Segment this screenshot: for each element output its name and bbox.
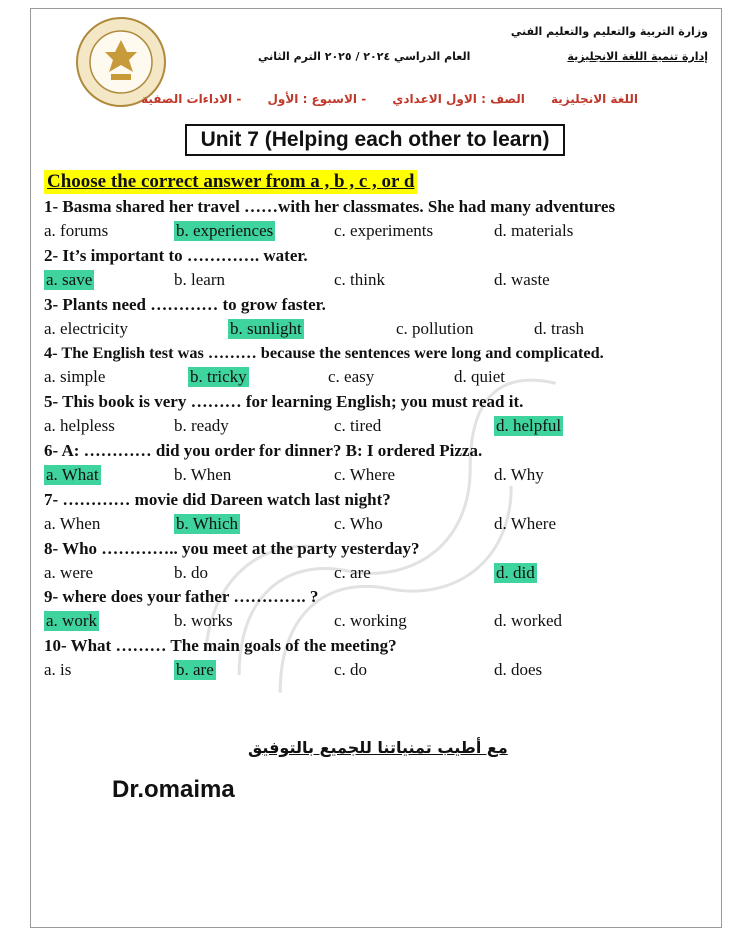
question-4-text: 4- The English test was ……… because the sentences were long and complicated. — [44, 343, 604, 363]
question-5-option-d[interactable]: d. helpful — [496, 416, 562, 436]
question-4-option-b[interactable]: b. tricky — [190, 367, 247, 387]
question-7-option-c[interactable]: c. Who — [334, 513, 383, 533]
question-3-option-d[interactable]: d. trash — [534, 318, 585, 338]
question-10-text: 10- What ……… The main goals of the meeting? — [44, 636, 397, 656]
question-9-option-b[interactable]: b. works — [174, 611, 233, 631]
question-8-text: 8- Who ………….. you meet at the party yesterday? — [44, 538, 420, 558]
question-8-option-c[interactable]: c. are — [334, 562, 371, 582]
question-2-option-c[interactable]: c. think — [334, 269, 385, 289]
question-3-option-c[interactable]: c. pollution — [396, 318, 474, 338]
question-10-option-b[interactable]: b. are — [176, 660, 214, 680]
question-3-options — [44, 319, 724, 341]
question-8-option-b[interactable]: b. do — [174, 562, 208, 582]
signature: Dr.omaima — [112, 776, 235, 803]
question-2-option-a[interactable]: a. save — [46, 269, 93, 289]
question-8-options — [44, 563, 724, 585]
question-10-options — [44, 660, 724, 682]
question-6-options — [44, 465, 724, 487]
question-1-text: 1- Basma shared her travel ……with her classmates. She had many adventures — [44, 197, 616, 216]
question-10-option-c[interactable]: c. do — [334, 660, 368, 680]
question-1-option-b[interactable]: b. experiences — [176, 221, 274, 240]
question-10-option-d[interactable]: d. does — [494, 660, 543, 680]
question-1-options — [44, 221, 724, 243]
question-3-option-a[interactable]: a. electricity — [44, 318, 129, 338]
question-6-text: 6- A: ………… did you order for dinner? B: I ordered Pizza. — [44, 441, 483, 460]
question-4-option-d[interactable]: d. quiet — [454, 367, 505, 387]
question-9-option-c[interactable]: c. working — [334, 611, 407, 631]
grade-label: الصف : الاول الاعدادي — [392, 92, 525, 106]
question-6-option-a[interactable]: a. What — [46, 465, 99, 484]
question-4-option-c[interactable]: c. easy — [328, 367, 375, 387]
question-6-option-b[interactable]: b. When — [174, 465, 232, 484]
unit-title: Unit 7 (Helping each other to learn) — [185, 124, 565, 156]
question-5-option-c[interactable]: c. tired — [334, 416, 382, 436]
question-9-option-d[interactable]: d. worked — [494, 611, 562, 631]
question-5-options — [44, 416, 724, 438]
question-3-option-b[interactable]: b. sunlight — [230, 318, 302, 338]
department-name: إدارة تنمية اللغة الانجليزية — [567, 50, 708, 63]
question-2-options — [44, 270, 724, 292]
question-3-text: 3- Plants need ………… to grow faster. — [44, 294, 326, 314]
question-7-text: 7- ………… movie did Dareen watch last night? — [44, 489, 391, 509]
question-7-option-d[interactable]: d. Where — [494, 513, 556, 533]
academic-year: العام الدراسي ٢٠٢٤ / ٢٠٢٥ الترم الثاني — [258, 50, 471, 63]
question-4-options — [44, 367, 724, 389]
week-label: - الاسبوع : الأول — [267, 92, 367, 106]
question-1-option-d[interactable]: d. materials — [494, 221, 574, 240]
question-8-option-a[interactable]: a. were — [44, 562, 94, 582]
instructions: Choose the correct answer from a , b , c , or d — [44, 170, 417, 194]
question-4-option-a[interactable]: a. simple — [44, 367, 106, 387]
question-7-option-a[interactable]: a. When — [44, 513, 101, 533]
course-info-row — [119, 92, 638, 106]
question-9-option-a[interactable]: a. work — [46, 611, 97, 631]
subject-label: اللغة الانجليزية — [551, 92, 638, 106]
question-7-options — [44, 514, 724, 536]
question-2-option-d[interactable]: d. waste — [494, 269, 550, 289]
question-9-text: 9- where does your father …………. ? — [44, 587, 319, 607]
question-6-option-d[interactable]: d. Why — [494, 465, 544, 484]
question-5-option-b[interactable]: b. ready — [174, 416, 229, 436]
question-6-option-c[interactable]: c. Where — [334, 465, 396, 484]
question-5-text: 5- This book is very ……… for learning English; you must read it. — [44, 392, 524, 412]
question-2-text: 2- It’s important to …………. water. — [44, 245, 308, 265]
question-1-option-c[interactable]: c. experiments — [334, 221, 434, 240]
question-2-option-b[interactable]: b. learn — [174, 269, 225, 289]
question-8-option-d[interactable]: d. did — [496, 562, 535, 582]
question-1-option-a[interactable]: a. forums — [44, 221, 109, 240]
question-5-option-a[interactable]: a. helpless — [44, 416, 115, 436]
question-10-option-a[interactable]: a. is — [44, 660, 72, 680]
question-9-options — [44, 611, 724, 633]
assessment-label: - الاداءات الصفية — [141, 92, 242, 106]
ministry-name: وزارة التربية والتعليم والتعليم الفني — [510, 25, 708, 38]
closing-wishes: مع أطيب تمنياتنا للجميع بالتوفيق — [248, 738, 508, 757]
question-7-option-b[interactable]: b. Which — [176, 513, 239, 533]
